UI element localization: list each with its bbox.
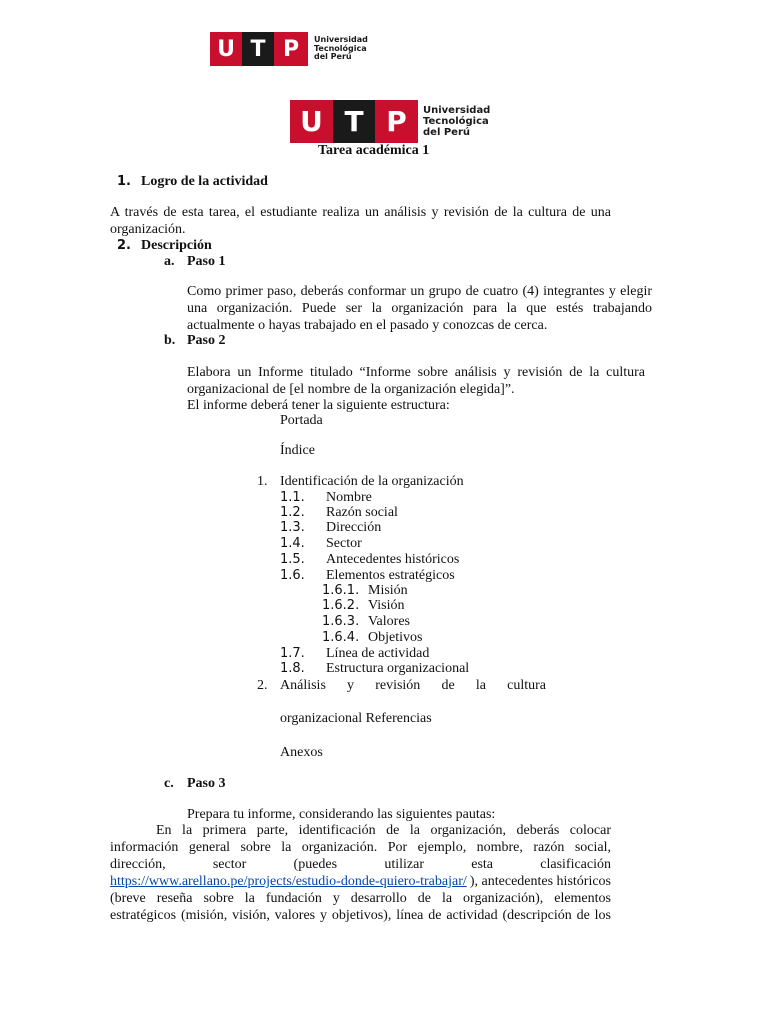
structure-sub-label: Sector: [326, 536, 362, 551]
document-title: Tarea académica 1: [318, 143, 430, 158]
structure-sub-label: Dirección: [326, 520, 382, 535]
utp-logo-main: [290, 100, 490, 143]
paso-1-letter: a.: [164, 254, 175, 269]
logo-letter-p: P: [375, 100, 418, 143]
logo-letter-t: T: [242, 32, 274, 66]
structure-sub-number: 1.7.: [280, 646, 305, 661]
structure-subsub-label: Valores: [368, 614, 410, 629]
structure-item-1-label: Identificación de la organización: [280, 474, 464, 489]
paso-3-letter: c.: [164, 776, 174, 791]
logo-letter-u: U: [210, 32, 242, 66]
structure-sub-label: Línea de actividad: [326, 646, 430, 661]
paso-2-letter: b.: [164, 333, 176, 348]
structure-item-2-label: Análisis y revisión de la cultura: [280, 678, 546, 693]
structure-subsub-number: 1.6.1.: [322, 583, 360, 598]
paso-2-heading: Paso 2: [187, 333, 226, 348]
logo-university-name: Universidad Tecnológica del Perú: [314, 34, 368, 62]
structure-anexos: Anexos: [280, 745, 323, 760]
structure-item-2-continuation: organizacional Referencias: [280, 711, 432, 726]
structure-sub-number: 1.4.: [280, 536, 305, 551]
structure-subsub-label: Misión: [368, 583, 408, 598]
paso-1-heading: Paso 1: [187, 254, 226, 269]
structure-portada: Portada: [280, 413, 323, 428]
section-1-heading: Logro de la actividad: [141, 174, 268, 189]
structure-indice: Índice: [280, 443, 315, 458]
structure-sub-label: Nombre: [326, 490, 372, 505]
structure-sub-label: Elementos estratégicos: [326, 568, 455, 583]
structure-sub-number: 1.8.: [280, 661, 305, 676]
logo-university-name: Universidad Tecnológica del Perú: [423, 105, 491, 138]
section-2-number: 2.: [117, 238, 131, 253]
paso-3-heading: Paso 3: [187, 776, 226, 791]
section-1-number: 1.: [117, 174, 131, 189]
structure-item-1-number: 1.: [257, 474, 268, 489]
structure-subsub-label: Objetivos: [368, 630, 423, 645]
logo-letter-t: T: [333, 100, 375, 143]
arellano-link[interactable]: https://www.arellano.pe/projects/estudio-donde-quiero-trabajar/: [110, 874, 467, 889]
structure-subsub-number: 1.6.4.: [322, 630, 360, 645]
structure-sub-number: 1.3.: [280, 520, 305, 535]
section-2-heading: Descripción: [141, 238, 212, 253]
structure-subsub-number: 1.6.3.: [322, 614, 360, 629]
paso-3-intro: Prepara tu informe, considerando las siguientes pautas:: [187, 807, 496, 822]
paso-2-structure-intro: El informe deberá tener la siguiente estructura:: [187, 398, 450, 413]
logo-letter-u: U: [290, 100, 333, 143]
structure-sub-number: 1.5.: [280, 552, 305, 567]
section-1-paragraph: A través de esta tarea, el estudiante realiza un análisis y revisión de la cultura de una organización.: [110, 205, 611, 237]
structure-sub-label: Razón social: [326, 505, 398, 520]
logo-letter-p: P: [274, 32, 308, 66]
structure-sub-label: Estructura organizacional: [326, 661, 470, 676]
structure-sub-number: 1.6.: [280, 568, 305, 583]
utp-logo-top: [210, 32, 368, 66]
paso-3-paragraph: En la primera parte, identificación de la organización, deberás colocar información general sobre la organización. Por ejemplo, nombre, razón social, dirección, sector (puedes utilizar esta clasificación https://www.arellano.pe/projects/estudio-donde-quiero-trabajar/ ), antecedentes históricos (breve reseña sobre la fundación y desarrollo de la organización), elementos estratégicos (misión, visión, valores y objetivos), línea de actividad (descripción de los: [110, 823, 611, 923]
structure-subsub-number: 1.6.2.: [322, 598, 360, 613]
structure-item-2-number: 2.: [257, 678, 268, 693]
structure-subsub-label: Visión: [368, 598, 405, 613]
structure-sub-number: 1.1.: [280, 490, 305, 505]
paso-1-paragraph: Como primer paso, deberás conformar un grupo de cuatro (4) integrantes y elegir una organización. Puede ser la organización para la que estés trabajando actualmente o hayas trabajado en el pasado y conozcas de cerca.: [187, 284, 652, 333]
structure-sub-label: Antecedentes históricos: [326, 552, 460, 567]
paso-2-paragraph: Elabora un Informe titulado “Informe sobre análisis y revisión de la cultura organizacional de [el nombre de la organización elegida]”.: [187, 365, 645, 397]
structure-sub-number: 1.2.: [280, 505, 305, 520]
